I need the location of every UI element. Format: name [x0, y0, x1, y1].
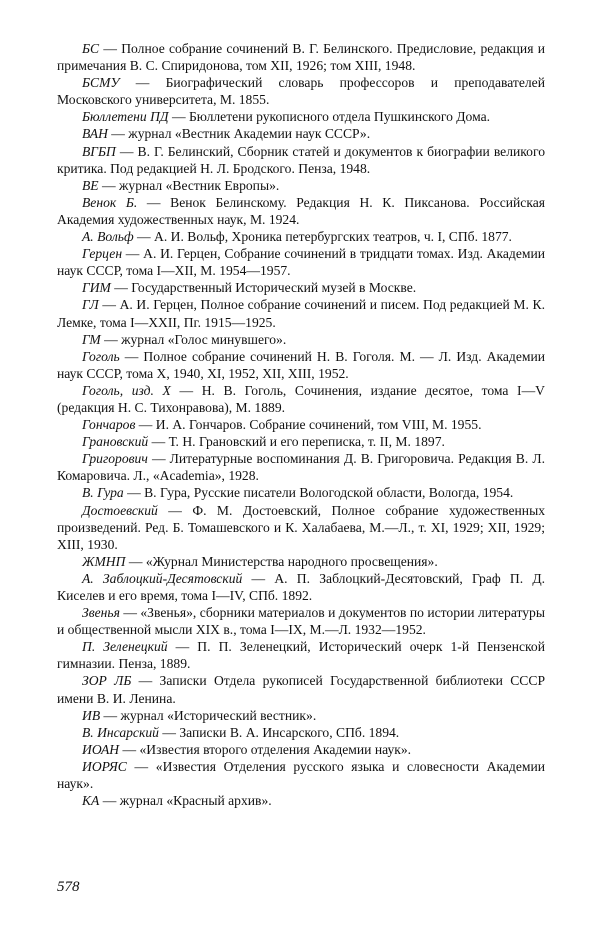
abbreviation-entry	[57, 228, 545, 245]
entry-dash: —	[119, 75, 166, 91]
entry-description: А. П. Заблоцкий-Десятовский, Граф П. Д. Киселев и его время, тома I—IV, СПб. 1892.	[57, 570, 545, 603]
entry-abbreviation: ГМ	[82, 331, 101, 347]
entry-abbreviation: Гончаров	[82, 417, 136, 433]
entry-abbreviation: Гоголь, изд. X	[82, 382, 171, 398]
entry-abbreviation: ИОРЯС	[82, 758, 127, 774]
entry-abbreviation: ЖМНП	[82, 553, 126, 569]
entry-abbreviation: КА	[82, 793, 100, 809]
entry-description: В. Г. Белинский, Сборник статей и документов к биографии великого критика. Под редакцией Н. Л. Бродского. Пенза, 1948.	[57, 143, 546, 176]
abbreviation-entry	[57, 553, 545, 570]
abbreviation-entry	[57, 331, 545, 348]
entry-abbreviation: БС	[82, 41, 100, 56]
entry-description: Н. В. Гоголь, Сочинения, издание десятое, тома I—V (редакция Н. С. Тихонравова), М. 1889.	[57, 382, 545, 415]
entry-dash: —	[242, 570, 275, 586]
entry-abbreviation: Григорович	[82, 451, 148, 467]
entry-dash: —	[131, 673, 160, 689]
entry-dash: —	[123, 485, 145, 501]
abbreviation-entry	[57, 433, 545, 450]
entry-abbreviation: В. Инсарский	[82, 724, 159, 740]
abbreviation-list	[57, 40, 545, 809]
abbreviation-entry	[57, 245, 545, 279]
entry-abbreviation: ГИМ	[82, 280, 111, 296]
entry-dash: —	[122, 246, 144, 262]
entry-description: Полное собрание сочинений Н. В. Гоголя. М. — Л. Изд. Академии наук СССР, тома X, 1940, XI, 1952, XII, XIII, 1952.	[57, 348, 546, 381]
abbreviation-entry	[57, 672, 545, 706]
entry-description: Литературные воспоминания Д. В. Григоровича. Редакция В. Л. Комаровича. Л., «Academia», 1928.	[57, 451, 545, 484]
abbreviation-entry	[57, 143, 545, 177]
entry-description: «Известия второго отделения Академии наук».	[139, 741, 412, 757]
entry-dash: —	[99, 41, 122, 56]
entry-dash: —	[115, 143, 138, 159]
entry-dash: —	[170, 382, 202, 398]
entry-abbreviation: Звенья	[82, 605, 120, 621]
entry-description: Биографический словарь профессоров и преподавателей Московского университета, М. 1855.	[57, 75, 545, 108]
entry-dash: —	[158, 724, 180, 740]
entry-description: И. А. Гончаров. Собрание сочинений, том VIII, М. 1955.	[155, 417, 482, 433]
entry-abbreviation: Герцен	[82, 246, 123, 262]
entry-dash: —	[110, 280, 132, 296]
abbreviation-entry	[57, 741, 545, 758]
entry-description: Государственный Исторический музей в Москве.	[131, 280, 417, 296]
entry-dash: —	[135, 417, 156, 433]
entry-abbreviation: Венок Б.	[82, 194, 138, 210]
entry-description: журнал «Красный архив».	[119, 793, 272, 809]
entry-description: Записки В. А. Инсарского, СПб. 1894.	[179, 724, 400, 740]
abbreviation-entry	[57, 279, 545, 296]
abbreviation-entry	[57, 707, 545, 724]
entry-abbreviation: В. Гура	[82, 485, 124, 501]
entry-dash: —	[100, 331, 122, 347]
entry-description: А. И. Герцен, Собрание сочинений в тридцати томах. Изд. Академии наук СССР, тома I—XII, М. 1954—1957.	[57, 246, 546, 279]
entry-dash: —	[99, 793, 120, 809]
entry-dash: —	[100, 707, 121, 723]
abbreviation-entry	[57, 194, 545, 228]
entry-dash: —	[126, 758, 156, 774]
entry-abbreviation: ИОАН	[82, 741, 120, 757]
entry-abbreviation: ВГБП	[82, 143, 116, 159]
entry-dash: —	[107, 126, 129, 142]
entry-description: П. П. Зеленецкий, Исторический очерк 1-й Пензенской гимназии. Пенза, 1889.	[57, 639, 545, 672]
entry-description: «Известия Отделения русского языка и словесности Академии наук».	[57, 758, 545, 792]
entry-dash: —	[167, 639, 198, 655]
entry-dash: —	[98, 297, 120, 313]
abbreviation-entry	[57, 382, 545, 416]
entry-description: А. И. Вольф, Хроника петербургских театров, ч. I, СПб. 1877.	[154, 229, 512, 245]
abbreviation-entry	[57, 296, 545, 330]
abbreviation-entry	[57, 570, 545, 604]
abbreviation-entry	[57, 792, 545, 809]
abbreviation-entry	[57, 74, 545, 108]
entry-abbreviation: А. Заблоцкий-Десятовский	[82, 570, 243, 586]
abbreviation-entry	[57, 108, 545, 125]
entry-dash: —	[168, 109, 189, 125]
entry-dash: —	[157, 502, 193, 518]
abbreviation-entry	[57, 758, 545, 792]
entry-dash: —	[119, 348, 144, 364]
entry-abbreviation: А. Вольф	[82, 229, 134, 245]
entry-description: Бюллетени рукописного отдела Пушкинского Дома.	[188, 109, 491, 125]
entry-dash: —	[119, 741, 140, 757]
entry-description: журнал «Вестник Академии наук СССР».	[128, 126, 371, 142]
page-number: 578	[57, 879, 80, 895]
entry-description: «Звенья», сборники материалов и документов по истории литературы и общественной мысли XIX в., тома I—IX, М.—Л. 1932—1952.	[57, 605, 545, 638]
abbreviation-entry	[57, 416, 545, 433]
abbreviation-entry	[57, 125, 545, 142]
entry-description: «Журнал Министерства народного просвещения».	[145, 553, 438, 569]
entry-dash: —	[148, 434, 169, 450]
entry-description: В. Гура, Русские писатели Вологодской области, Вологда, 1954.	[144, 485, 514, 501]
entry-abbreviation: ИВ	[82, 707, 101, 723]
entry-abbreviation: Бюллетени ПД	[82, 109, 169, 125]
entry-abbreviation: Достоевский	[82, 502, 158, 518]
entry-abbreviation: П. Зеленецкий	[82, 639, 168, 655]
entry-abbreviation: ЗОР ЛБ	[82, 673, 132, 689]
abbreviation-entry	[57, 177, 545, 194]
entry-description: Записки Отдела рукописей Государственной библиотеки СССР имени В. И. Ленина.	[57, 673, 546, 706]
entry-dash: —	[133, 229, 155, 245]
abbreviation-entry	[57, 724, 545, 741]
abbreviation-entry	[57, 502, 545, 553]
entry-description: Полное собрание сочинений В. Г. Белинского. Предисловие, редакция и примечания В. С. Спиридонова, том XII, 1926; том XIII, 1948.	[57, 41, 546, 74]
entry-dash: —	[147, 451, 170, 467]
entry-dash: —	[137, 194, 171, 210]
abbreviation-entry	[57, 450, 545, 484]
entry-description: журнал «Голос минувшего».	[121, 331, 287, 347]
abbreviation-entry	[57, 638, 545, 672]
entry-abbreviation: БСМУ	[82, 75, 120, 91]
entry-dash: —	[98, 177, 119, 193]
abbreviation-entry	[57, 348, 545, 382]
entry-abbreviation: Гоголь	[82, 348, 120, 364]
entry-abbreviation: ГЛ	[82, 297, 99, 313]
entry-description: Т. Н. Грановский и его переписка, т. II, М. 1897.	[168, 434, 445, 450]
entry-description: Ф. М. Достоевский, Полное собрание художественных произведений. Ред. Б. Томашевского и К. Халабаева, М.—Л., т. XI, 1929; XII, 1929; XIII, 1930.	[57, 502, 545, 552]
abbreviation-entry	[57, 604, 545, 638]
entry-abbreviation: Грановский	[82, 434, 149, 450]
entry-dash: —	[119, 605, 141, 621]
entry-dash: —	[125, 553, 146, 569]
abbreviation-entry	[57, 40, 545, 74]
entry-abbreviation: ВАН	[82, 126, 108, 142]
entry-description: журнал «Вестник Европы».	[119, 177, 280, 193]
abbreviation-entry	[57, 484, 545, 501]
entry-description: журнал «Исторический вестник».	[120, 707, 317, 723]
entry-description: А. И. Герцен, Полное собрание сочинений и писем. Под редакцией М. К. Лемке, тома I—XXII, Пг. 1915—1925.	[57, 297, 545, 330]
entry-abbreviation: ВЕ	[82, 177, 99, 193]
entry-description: Венок Белинскому. Редакция Н. К. Пиксанова. Российская Академия художественных наук, М. 1924.	[57, 194, 546, 227]
